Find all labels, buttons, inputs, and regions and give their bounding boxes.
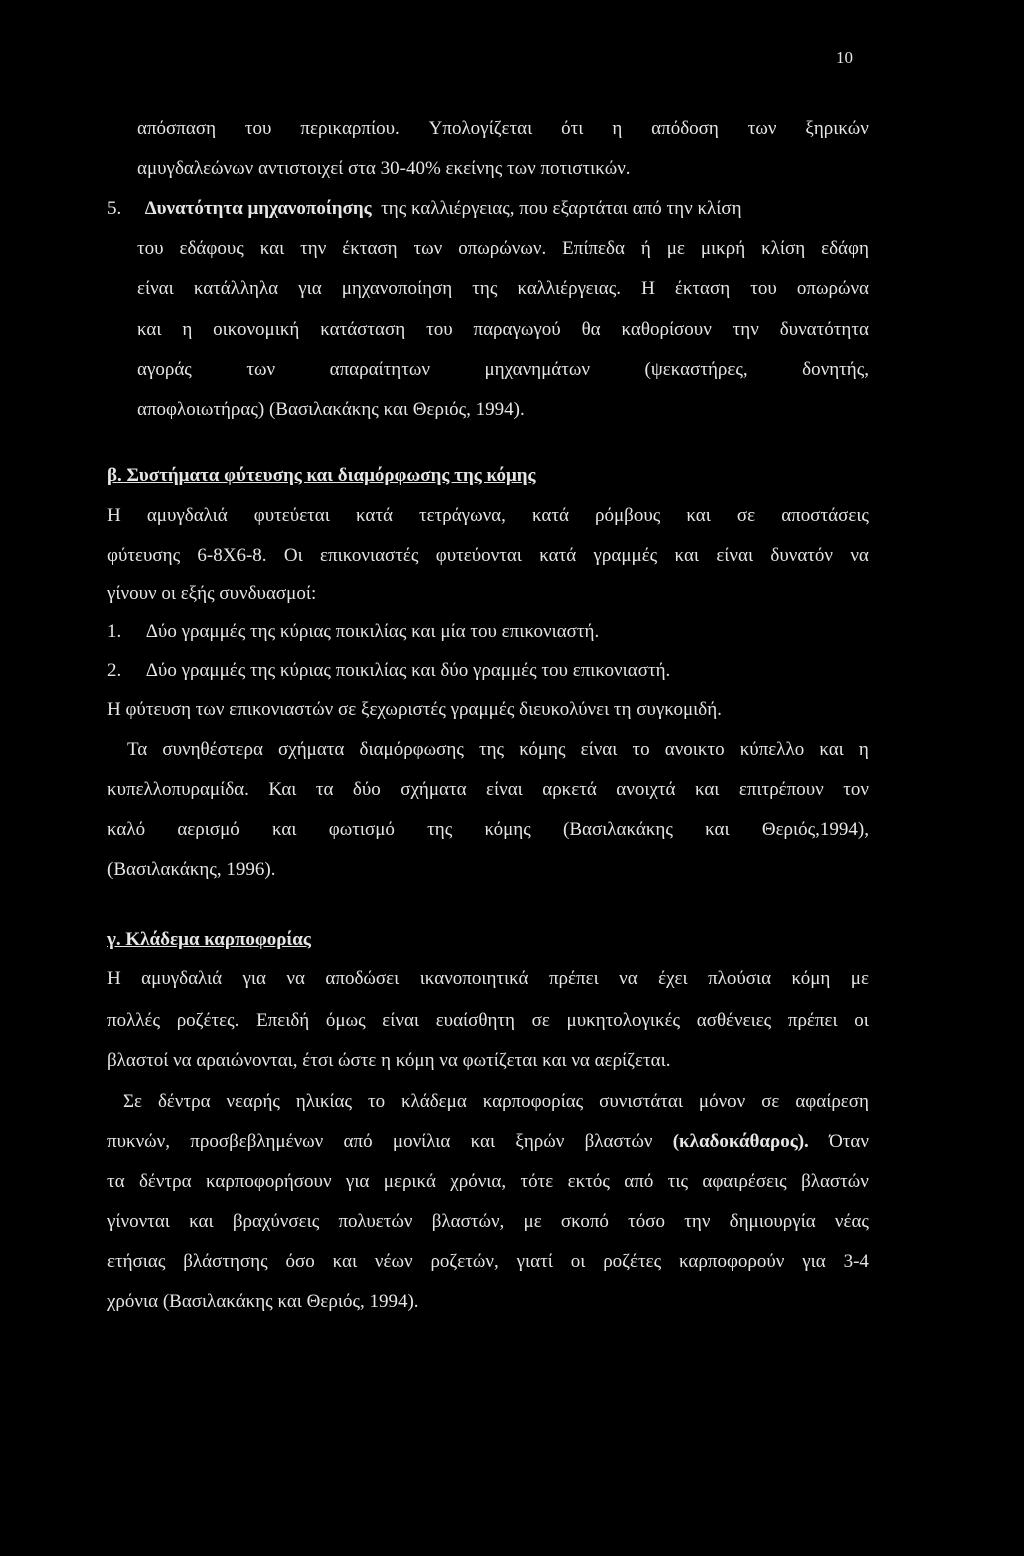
word: τετράγωνα,	[418, 505, 506, 526]
word: πρέπει	[548, 968, 599, 989]
text-line	[137, 279, 869, 298]
word: του	[244, 118, 272, 139]
word: οι	[854, 1010, 869, 1031]
word: πλούσια	[708, 968, 772, 989]
word: αερισμό	[177, 819, 240, 840]
word: οπωρώνα	[796, 278, 869, 299]
word: φύτευσης	[107, 545, 181, 566]
word: 3-4	[843, 1251, 869, 1272]
word: έκταση	[342, 238, 398, 259]
word: Θεριός,1994),	[761, 819, 869, 840]
page-number: 10	[836, 48, 853, 67]
word: κύπελλο	[739, 739, 805, 760]
word: και	[674, 545, 700, 566]
item-title: Δυνατότητα μηχανοποίησης	[144, 198, 372, 219]
word: κατάλληλα	[193, 278, 279, 299]
word: έχει	[658, 968, 688, 989]
word: Σε	[123, 1091, 143, 1112]
word: σχήματα	[278, 739, 345, 760]
word: για	[802, 1251, 826, 1272]
word: τα	[107, 1171, 125, 1192]
word: τον	[843, 779, 869, 800]
word: και	[686, 505, 711, 526]
word: έκταση	[674, 278, 731, 299]
word: επιτρέπουν	[738, 779, 824, 800]
word: αγοράς	[137, 359, 192, 380]
word: (ψεκαστήρες,	[644, 359, 748, 380]
word: Και	[268, 779, 297, 800]
section-heading: γ. Κλάδεμα καρποφορίας	[107, 929, 311, 950]
word: βλαστών	[801, 1171, 869, 1192]
word: δύο	[352, 779, 381, 800]
text-line	[107, 1011, 869, 1030]
word: κλάδεμα	[400, 1091, 467, 1112]
word: δέντρα	[138, 1171, 192, 1192]
word: ροζετών,	[430, 1251, 499, 1272]
word: με	[523, 1211, 542, 1232]
text-line	[127, 740, 869, 759]
word: οικονομική	[213, 319, 300, 340]
word: εκτός	[567, 1171, 610, 1192]
word: σε	[531, 1010, 550, 1031]
word: κόμη	[791, 968, 831, 989]
text-line: Η φύτευση των επικονιαστών σε ξεχωριστές γραμμές διευκολύνει τη συγκομιδή.	[107, 699, 722, 720]
word: αρκετά	[542, 779, 597, 800]
word: του	[426, 319, 453, 340]
word: κυπελλοπυραμίδα.	[107, 779, 249, 800]
word: η	[612, 118, 623, 139]
text-line: γίνουν οι εξής συνδυασμοί:	[107, 583, 317, 604]
word: δημιουργία	[729, 1211, 816, 1232]
word: από	[624, 1171, 654, 1192]
text-line	[107, 820, 869, 839]
word: Τα	[127, 739, 148, 760]
word: ροζέτες	[603, 1251, 662, 1272]
text-line	[137, 360, 869, 379]
word: διαμόρφωσης	[359, 739, 464, 760]
word: μηχανοποίηση	[341, 278, 453, 299]
text-line: (Βασιλακάκης, 1996).	[107, 859, 276, 880]
word: σχήματα	[400, 779, 467, 800]
word: εδάφους	[179, 238, 244, 259]
word: σκοπό	[560, 1211, 609, 1232]
word: απόδοση	[651, 118, 719, 139]
word: να	[850, 545, 869, 566]
word: παραγωγού	[473, 319, 561, 340]
word: (Βασιλακάκης	[563, 819, 673, 840]
text-line	[123, 1092, 869, 1111]
word: βλαστών,	[431, 1211, 505, 1232]
word: αφαιρέσεις	[702, 1171, 787, 1192]
text-line	[107, 1252, 869, 1271]
section-heading: β. Συστήματα φύτευσης και διαμόρφωσης της κόμης	[107, 465, 536, 486]
word: Όταν	[829, 1131, 869, 1152]
word: για	[345, 1171, 370, 1192]
word: και	[332, 1251, 358, 1272]
word: από	[343, 1131, 373, 1152]
text-line	[107, 1212, 869, 1231]
list-number: 5.	[107, 198, 122, 219]
word: και	[189, 1211, 214, 1232]
word: για	[242, 968, 266, 989]
word: καθορίσουν	[621, 319, 712, 340]
word: και	[819, 739, 844, 760]
word: μικρή	[700, 238, 746, 259]
word: και	[470, 1131, 496, 1152]
word: καλλιέργειας.	[517, 278, 621, 299]
word: ροζέτες.	[176, 1010, 240, 1031]
word: της	[427, 819, 453, 840]
word: κόμης	[484, 819, 531, 840]
word: οι	[570, 1251, 586, 1272]
word: σε	[761, 1091, 780, 1112]
word: να	[286, 968, 305, 989]
text-line	[107, 1172, 869, 1191]
word: με	[666, 238, 685, 259]
text-line: χρόνια (Βασιλακάκης και Θεριός, 1994).	[107, 1291, 419, 1312]
word: με	[850, 968, 869, 989]
word: της	[478, 739, 505, 760]
text-line: αποφλοιωτήρας) (Βασιλακάκης και Θεριός, 1994).	[137, 399, 525, 420]
word: ικανοποιητικά	[419, 968, 529, 989]
word: και	[705, 819, 730, 840]
word: και	[694, 779, 720, 800]
list-text: Δύο γραμμές της κύριας ποικιλίας και δύο γραμμές του επικονιαστή.	[145, 660, 671, 681]
word: πρέπει	[787, 1010, 838, 1031]
word: ξηρικών	[805, 118, 869, 139]
word: νέων	[374, 1251, 413, 1272]
word: φωτισμό	[328, 819, 395, 840]
word: όσο	[285, 1251, 315, 1272]
word: ανοιχτά	[616, 779, 676, 800]
word: βλάστησης	[183, 1251, 268, 1272]
word: των	[413, 238, 443, 259]
word: βραχύνσεις	[232, 1211, 320, 1232]
word: και	[272, 819, 297, 840]
word: τα	[315, 779, 334, 800]
list-text: Δύο γραμμές της κύριας ποικιλίας και μία του επικονιαστή.	[145, 621, 600, 642]
word: των	[747, 118, 777, 139]
word: την	[732, 319, 759, 340]
word: δέντρα	[157, 1091, 211, 1112]
word: καρποφορήσουν	[205, 1171, 332, 1192]
word: αφαίρεση	[795, 1091, 869, 1112]
word: μόνον	[698, 1091, 746, 1112]
list-item	[107, 622, 599, 641]
word: συνιστάται	[599, 1091, 683, 1112]
word: αμυγδαλιά	[141, 968, 223, 989]
word: γιατί	[516, 1251, 553, 1272]
word: θα	[581, 319, 601, 340]
word: κατά	[539, 545, 577, 566]
word: η	[858, 739, 869, 760]
word: κόμης	[519, 739, 566, 760]
word: δυνατότητα	[779, 319, 869, 340]
word: αποστάσεις	[781, 505, 869, 526]
word: ηλικίας	[295, 1091, 353, 1112]
word: προσβεβλημένων	[190, 1131, 324, 1152]
text-line	[107, 1132, 869, 1151]
word: φυτεύεται	[253, 505, 330, 526]
word: φυτεύονται	[435, 545, 522, 566]
word: να	[619, 968, 638, 989]
word: Υπολογίζεται	[428, 118, 533, 139]
word: κατάσταση	[320, 319, 406, 340]
text-line	[137, 119, 869, 138]
word: για	[298, 278, 322, 299]
word: κατά	[355, 505, 393, 526]
word: αποδώσει	[325, 968, 400, 989]
text-line	[107, 506, 869, 525]
word: και	[259, 238, 285, 259]
word: είναι	[137, 278, 174, 299]
word: και	[137, 319, 162, 340]
word: εδάφη	[821, 238, 869, 259]
word: η	[182, 319, 193, 340]
word: συνηθέστερα	[162, 739, 263, 760]
text-line	[137, 239, 869, 258]
word: σε	[736, 505, 756, 526]
word: περικαρπίου.	[300, 118, 400, 139]
word: Η	[107, 968, 121, 989]
word: είναι	[486, 779, 523, 800]
text-line	[107, 780, 869, 799]
word: ευαίσθητη	[435, 1010, 515, 1031]
word: απόσπαση	[137, 118, 217, 139]
word: οπωρώνων.	[458, 238, 547, 259]
word: μονίλια	[392, 1131, 451, 1152]
word: Επειδή	[256, 1010, 310, 1031]
list-number: 2.	[107, 660, 122, 681]
word: ανοικτο	[664, 739, 725, 760]
word: είναι	[716, 545, 754, 566]
word: καρποφορίας	[482, 1091, 584, 1112]
word: νέας	[834, 1211, 869, 1232]
word: είναι	[580, 739, 618, 760]
word: Η	[641, 278, 655, 299]
text-line: αμυγδαλεώνων αντιστοιχεί στα 30-40% εκείνης των ποτιστικών.	[137, 158, 631, 179]
word: πολλές	[107, 1010, 161, 1031]
word: πολυετών	[338, 1211, 413, 1232]
word: ασθένειες	[696, 1010, 772, 1031]
word: πυκνών,	[107, 1131, 171, 1152]
word: γραμμές	[593, 545, 658, 566]
word: την	[300, 238, 327, 259]
word: ξηρών	[515, 1131, 565, 1152]
word: Η	[107, 505, 121, 526]
word: το	[367, 1091, 386, 1112]
word: αμυγδαλιά	[146, 505, 228, 526]
word: τότε	[520, 1171, 554, 1192]
word: είναι	[382, 1010, 420, 1031]
word: δονητής,	[802, 359, 869, 380]
word: του	[137, 238, 164, 259]
word: μυκητολογικές	[566, 1010, 681, 1031]
list-item-5-line1: 5. Δυνατότητα μηχανοποίησης της καλλιέργειας, που εξαρτάται από την κλίση	[107, 198, 742, 219]
word: απαραίτητων	[329, 359, 430, 380]
word: ότι	[561, 118, 584, 139]
list-number: 1.	[107, 621, 122, 642]
word: επικονιαστές	[320, 545, 419, 566]
text-line: βλαστοί να αραιώνονται, έτσι ώστε η κόμη να φωτίζεται και να αερίζεται.	[107, 1050, 671, 1071]
word: το	[632, 739, 650, 760]
word: καρποφορούν	[679, 1251, 785, 1272]
word: κατά	[531, 505, 569, 526]
word: τόσο	[628, 1211, 666, 1232]
word: μερικά	[383, 1171, 436, 1192]
text-line	[107, 969, 869, 988]
word: χρόνια,	[450, 1171, 507, 1192]
word: γίνονται	[107, 1211, 170, 1232]
word: βλαστών	[584, 1131, 653, 1152]
word: μηχανημάτων	[484, 359, 590, 380]
word: του	[750, 278, 777, 299]
word: καλό	[107, 819, 146, 840]
word: της	[472, 278, 498, 299]
word: ρόμβους	[594, 505, 661, 526]
word: Οι	[283, 545, 303, 566]
bold-term: (κλαδοκάθαρος).	[672, 1131, 809, 1152]
word: όμως	[325, 1010, 366, 1031]
word: των	[246, 359, 276, 380]
word: δυνατόν	[770, 545, 834, 566]
word: την	[684, 1211, 711, 1232]
list-item	[107, 661, 670, 680]
word: νεαρής	[226, 1091, 280, 1112]
text-line	[137, 320, 869, 339]
text-line	[107, 546, 869, 565]
word: τις	[667, 1171, 688, 1192]
word: Επίπεδα	[562, 238, 625, 259]
word: ή	[640, 238, 651, 259]
word: κλίση	[761, 238, 806, 259]
word: ετήσιας	[107, 1251, 166, 1272]
word: 6-8Χ6-8.	[197, 545, 267, 566]
